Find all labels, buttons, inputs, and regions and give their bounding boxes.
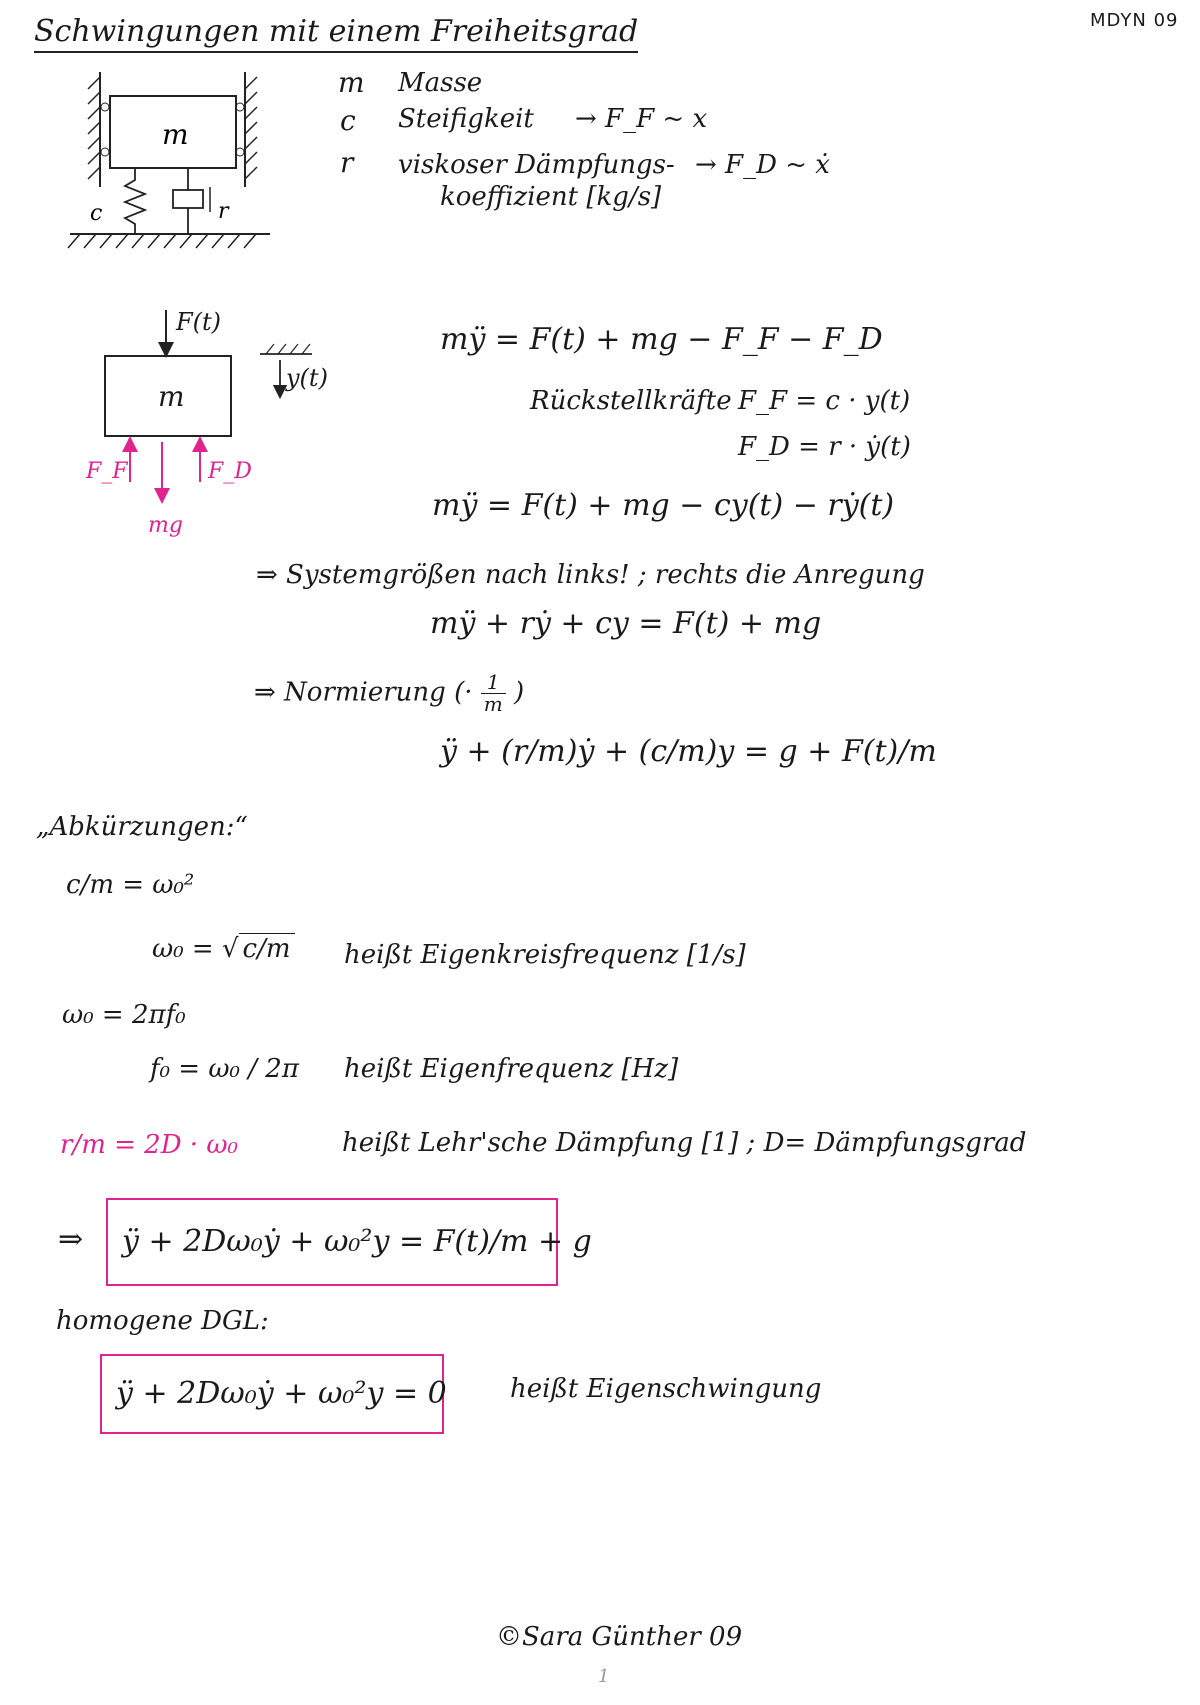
legend-symbol-m: m: [338, 66, 365, 99]
legend-desc-r-cont: koeffizient [kg/s]: [440, 182, 662, 212]
copyright: ©Sara Günther 09: [496, 1622, 743, 1652]
force-label: F(t): [176, 308, 222, 336]
homogeneous-label: homogene DGL:: [56, 1306, 269, 1336]
step-normalization: [254, 672, 524, 715]
normalization-num: 1: [481, 672, 506, 694]
legend-desc-c: Steifigkeit: [398, 104, 534, 134]
equation-4: ÿ + (r/m)ẏ + (c/m)y = g + F(t)/m: [440, 734, 937, 769]
restoring-force-1: F_F = c · y(t): [738, 386, 911, 416]
legend-symbol-r: r: [340, 146, 354, 179]
homogeneous-desc: heißt Eigenschwingung: [510, 1374, 822, 1404]
abbrev-f0-desc: heißt Eigenfrequenz [Hz]: [344, 1054, 679, 1084]
abbrev-omega-squared: c/m = ω₀²: [66, 870, 195, 900]
normalization-den: m: [483, 692, 503, 716]
abbrev-omega0-2pif: ω₀ = 2πf₀: [62, 1000, 186, 1030]
step-normalization-suffix: ): [513, 677, 525, 708]
diagram2-mass-label: m: [158, 380, 185, 413]
abbrev-omega0-desc: heißt Eigenkreisfrequenz [1/s]: [344, 940, 746, 970]
sqrt-sign: √: [221, 934, 239, 964]
equation-2: mÿ = F(t) + mg − cy(t) − rẏ(t): [432, 488, 895, 523]
equation-3: mÿ + rẏ + cy = F(t) + mg: [430, 606, 822, 641]
abbreviations-heading: „Abkürzungen:“: [36, 812, 248, 842]
restoring-forces-label: Rückstellkräfte: [530, 386, 732, 416]
abbrev-f0: f₀ = ω₀ / 2π: [150, 1054, 299, 1084]
legend-symbol-c: c: [340, 104, 356, 137]
damper-force-label: F_D: [208, 459, 252, 484]
sqrt-radicand: c/m: [239, 933, 295, 964]
weight-label: mg: [148, 513, 183, 538]
boxed-arrow: ⇒: [58, 1222, 84, 1257]
legend-desc-m: Masse: [398, 68, 483, 98]
boxed-equation-homogeneous: ÿ + 2Dω₀ẏ + ω₀²y = 0: [100, 1354, 444, 1434]
page-title: Schwingungen mit einem Freiheitsgrad: [34, 14, 638, 53]
diagram1-spring-label: c: [90, 201, 103, 226]
free-body-diagram: [80, 300, 360, 560]
abbrev-damping: r/m = 2D · ω₀: [60, 1130, 238, 1160]
diagram1-mass-label: m: [162, 118, 189, 151]
corner-note: MDYN 09: [1090, 10, 1179, 31]
legend-relation-c: → F_F ~ x: [575, 104, 708, 134]
abbrev-damping-desc: heißt Lehr'sche Dämpfung [1] ; D= Dämpfungsgrad: [342, 1128, 1027, 1158]
restoring-force-2: F_D = r · ẏ(t): [738, 432, 911, 462]
mass-spring-damper-diagram: [60, 62, 280, 272]
abbrev-omega0: [152, 934, 295, 964]
equation-1: mÿ = F(t) + mg − F_F − F_D: [440, 322, 883, 357]
omega0-lhs: ω₀ =: [152, 934, 214, 964]
step-normalization-prefix: ⇒ Normierung (·: [254, 677, 473, 708]
displacement-label: y(t): [286, 364, 328, 392]
spring-force-label: F_F: [86, 459, 128, 484]
diagram1-damper-label: r: [218, 199, 229, 224]
boxed-equation-forced: ÿ + 2Dω₀ẏ + ω₀²y = F(t)/m + g: [106, 1198, 558, 1286]
step-system-left: ⇒ Systemgrößen nach links! ; rechts die Anregung: [256, 560, 925, 590]
legend-relation-r: → F_D ~ ẋ: [695, 150, 830, 180]
legend-desc-r: viskoser Dämpfungs-: [398, 150, 675, 180]
normalization-fraction: [481, 672, 506, 715]
page-number: 1: [598, 1666, 610, 1687]
